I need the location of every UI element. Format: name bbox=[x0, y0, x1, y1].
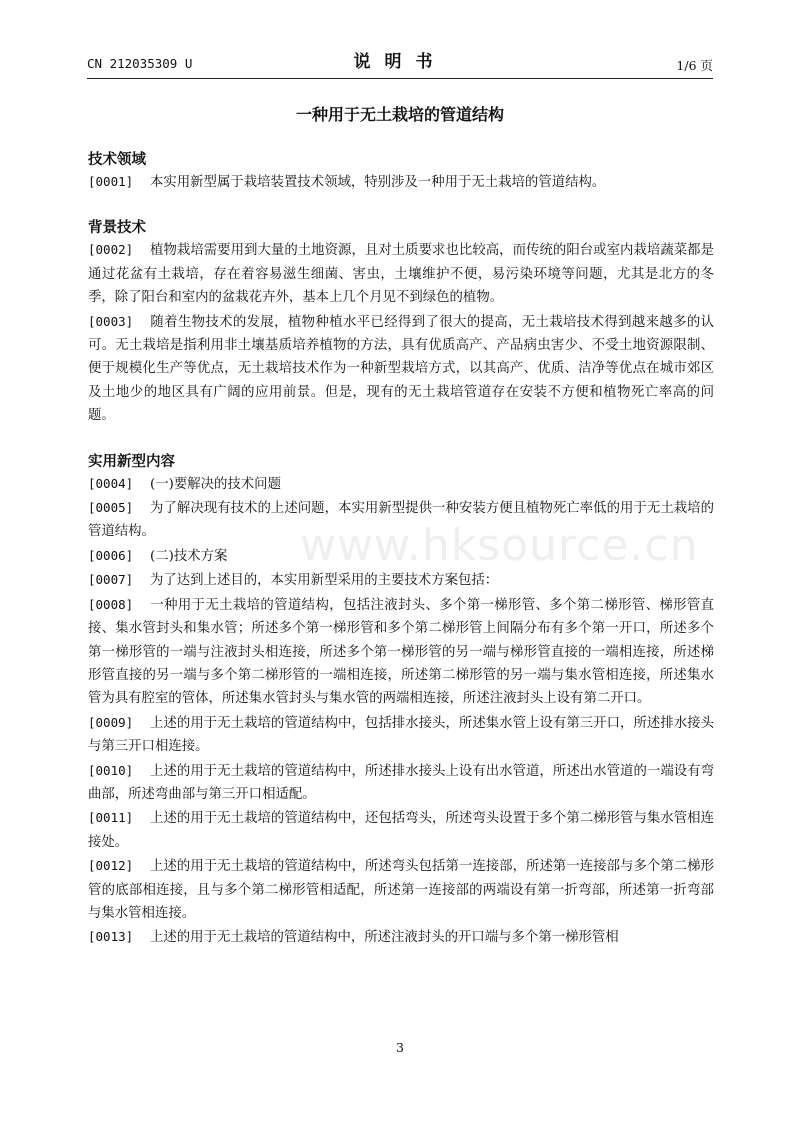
paragraph-0007 bbox=[88, 568, 714, 592]
document-title: 一种用于无土栽培的管道结构 bbox=[295, 105, 504, 124]
publication-number: CN 212035309 U bbox=[87, 56, 193, 71]
paragraph-number: [0013] bbox=[88, 929, 134, 945]
watermark: www.hksource.cn bbox=[300, 520, 699, 571]
section-heading: 背景技术 bbox=[88, 220, 146, 237]
paragraph-text: 为了解决现有技术的上述问题，本实用新型提供一种安装方便且植物死亡率低的用于无土栽培的管道结构。 bbox=[88, 501, 714, 540]
paragraph-0003 bbox=[88, 310, 714, 428]
paragraph-number: [0012] bbox=[88, 858, 134, 874]
section-technical-field bbox=[88, 150, 714, 194]
paragraph-text: 随着生物技术的发展，植物种植水平已经得到了很大的提高，无土栽培技术得到越来越多的认可。无土栽培是指利用非土壤基质培养植物的方法，具有优质高产、产品病虫害少、不受土地资源限制、便于规模化生产等优点，无土栽培技术作为一种新型栽培方式，以其高产、优质、洁净等优点在城市郊区及土地少的地区具有广阔的应用前景。但是，现有的无土栽培管道存在安装不方便和植物死亡率高的问题。 bbox=[88, 314, 714, 424]
paragraph-text: 上述的用于无土栽培的管道结构中，所述注液封头的开口端与多个第一梯形管相 bbox=[150, 930, 619, 946]
paragraph-text: 上述的用于无土栽培的管道结构中，所述弯头包括第一连接部，所述第一连接部与多个第二梯形管的底部相连接，且与多个第二梯形管相适配，所述第一连接部的两端设有第一折弯部，所述第一折弯部与集水管相连接。 bbox=[88, 859, 714, 921]
paragraph-number: [0002] bbox=[88, 242, 134, 258]
section-heading: 实用新型内容 bbox=[88, 453, 175, 470]
paragraph-0008 bbox=[88, 593, 714, 711]
section-heading: 技术领域 bbox=[88, 152, 146, 168]
page-info: 1/6 页 bbox=[676, 58, 713, 73]
paragraph-text: 为了达到上述目的，本实用新型采用的主要技术方案包括： bbox=[150, 573, 499, 589]
paragraph-text: 上述的用于无土栽培的管道结构中，所述排水接头上设有出水管道，所述出水管道的一端设有弯曲部，所述弯曲部与第三开口相适配。 bbox=[88, 763, 714, 802]
paragraph-text: 上述的用于无土栽培的管道结构中，还包括弯头，所述弯头设置于多个第二梯形管与集水管相连接处。 bbox=[88, 811, 714, 850]
page-header bbox=[87, 44, 713, 79]
paragraph-0013 bbox=[88, 925, 714, 949]
paragraph-0002 bbox=[88, 238, 714, 309]
paragraph-number: [0010] bbox=[88, 762, 134, 778]
paragraph-number: [0007] bbox=[88, 572, 134, 588]
page-number: 3 bbox=[396, 1040, 404, 1055]
paragraph-number: [0006] bbox=[88, 547, 134, 563]
paragraph-0010 bbox=[88, 759, 714, 807]
paragraph-0009 bbox=[88, 711, 714, 759]
paragraph-0004 bbox=[88, 472, 714, 496]
paragraph-0012 bbox=[88, 854, 714, 925]
paragraph-number: [0008] bbox=[88, 596, 134, 612]
paragraph-text: 本实用新型属于栽培装置技术领域，特别涉及一种用于无土栽培的管道结构。 bbox=[150, 175, 606, 190]
paragraph-0001 bbox=[88, 170, 714, 194]
document-type: 说明书 bbox=[353, 52, 447, 72]
paragraph-text: 一种用于无土栽培的管道结构，包括注液封头、多个第一梯形管、多个第二梯形管、梯形管直接、集水管封头和集水管；所述多个第一梯形管和多个第二梯形管上间隔分布有多个第一开口，所述多个第一梯形管的一端与注液封头相连接，所述多个第一梯形管的另一端与梯形管直接的一端相连接，所述梯形管直接的另一端与多个第二梯形管的一端相连接，所述第二梯形管的另一端与集水管相连接，所述集水管为具有腔室的管体，所述集水管封头与集水管的两端相连接，所述注液封头上设有第二开口。 bbox=[88, 597, 714, 707]
paragraph-text: (二)技术方案 bbox=[150, 548, 228, 564]
section-background bbox=[88, 218, 714, 427]
paragraph-text: 上述的用于无土栽培的管道结构中，包括排水接头，所述集水管上设有第三开口，所述排水接头与第三开口相连接。 bbox=[88, 715, 714, 755]
paragraph-text: 植物栽培需要用到大量的土地资源，且对土质要求也比较高，而传统的阳台或室内栽培蔬菜都是通过花盆有土栽培，存在着容易滋生细菌、害虫，土壤维护不便，易污染环境等问题，尤其是北方的冬季，除了阳台和室内的盆栽花卉外，基本上几个月见不到绿色的植物。 bbox=[88, 243, 714, 306]
paragraph-number: [0005] bbox=[88, 500, 134, 516]
paragraph-number: [0004] bbox=[88, 475, 134, 491]
paragraph-number: [0011] bbox=[88, 810, 134, 826]
paragraph-0011 bbox=[88, 806, 714, 854]
paragraph-number: [0001] bbox=[88, 174, 134, 189]
paragraph-number: [0003] bbox=[88, 313, 134, 329]
paragraph-number: [0009] bbox=[88, 714, 134, 730]
paragraph-text: (一)要解决的技术问题 bbox=[150, 476, 281, 492]
